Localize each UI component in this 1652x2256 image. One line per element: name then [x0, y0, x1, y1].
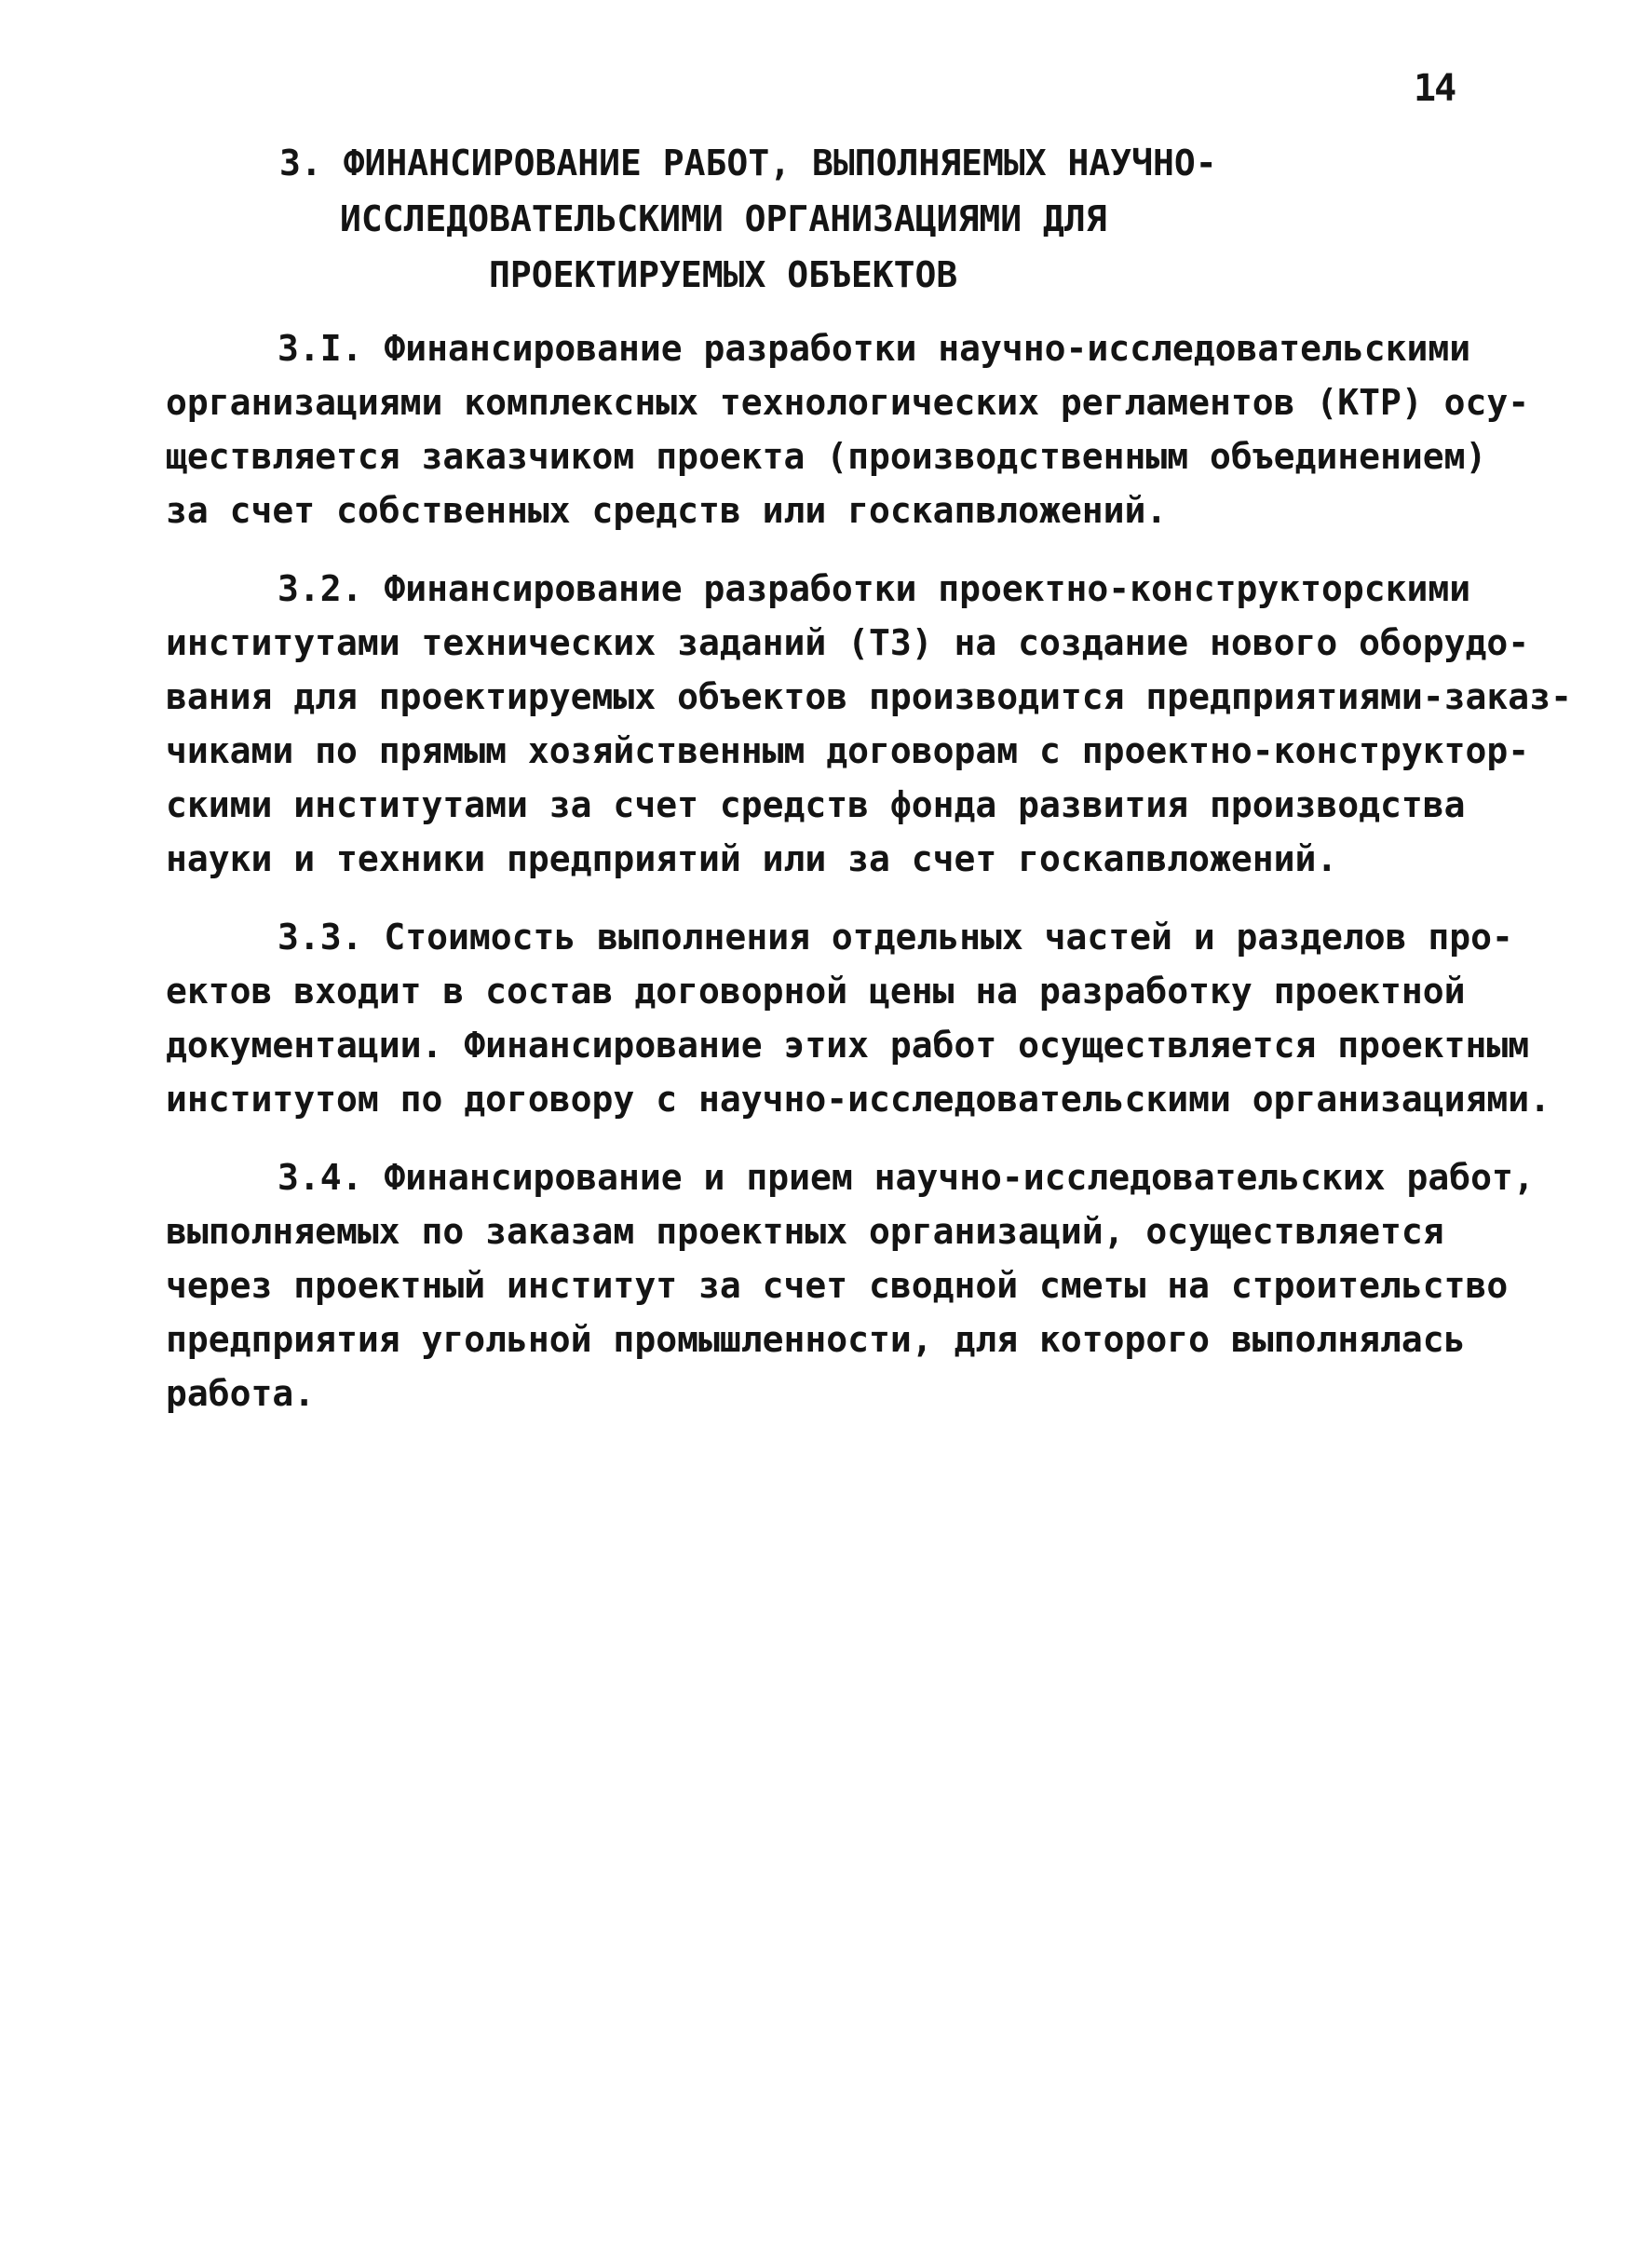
paragraph-line: ектов входит в состав договорной цены на разработку проектной — [166, 971, 1466, 1012]
paragraph-line: выполняемых по заказам проектных организаций, осуществляется — [166, 1211, 1444, 1252]
paragraph-line: 3.4. Финансирование и прием научно-исследовательских работ, — [278, 1157, 1535, 1198]
paragraph-line: 3.2. Финансирование разработки проектно-конструкторскими — [278, 568, 1471, 609]
page-number: 14 — [1414, 67, 1456, 110]
heading-line: ИССЛЕДОВАТЕЛЬСКИМИ ОРГАНИЗАЦИЯМИ ДЛЯ — [340, 198, 1107, 239]
paragraph-line: организациями комплексных технологических регламентов (КТР) осу- — [166, 382, 1530, 423]
paragraph-line: скими институтами за счет средств фонда развития производства — [166, 784, 1466, 825]
paragraph-line: работа. — [166, 1373, 316, 1414]
paragraph-line: ществляется заказчиком проекта (производственным объединением) — [166, 436, 1487, 477]
paragraph-3-3 — [166, 910, 1551, 1126]
paragraph-line: через проектный институт за счет сводной сметы на строительство — [166, 1265, 1509, 1306]
paragraph-line: за счет собственных средств или госкапвложений. — [166, 490, 1168, 531]
paragraph-line: 3.3. Стоимость выполнения отдельных частей и разделов про- — [278, 917, 1513, 958]
paragraph-line: науки и техники предприятий или за счет госкапвложений. — [166, 838, 1338, 879]
paragraph-line: 3.I. Финансирование разработки научно-исследовательскими — [278, 328, 1471, 369]
heading-line: 3. ФИНАНСИРОВАНИЕ РАБОТ, ВЫПОЛНЯЕМЫХ НАУЧНО- — [279, 143, 1217, 183]
paragraph-3-2 — [166, 562, 1572, 886]
paragraph-line: вания для проектируемых объектов производится предприятиями-заказ- — [166, 676, 1572, 717]
section-heading — [279, 135, 1304, 303]
paragraph-line: документации. Финансирование этих работ осуществляется проектным — [166, 1025, 1530, 1066]
paragraph-3-4 — [166, 1150, 1535, 1420]
paragraph-3-1 — [166, 321, 1535, 537]
heading-line: ПРОЕКТИРУЕМЫХ ОБЪЕКТОВ — [489, 254, 958, 295]
body-text — [166, 321, 1572, 1445]
paragraph-line: чиками по прямым хозяйственным договорам с проектно-конструктор- — [166, 730, 1530, 771]
paragraph-line: предприятия угольной промышленности, для которого выполнялась — [166, 1319, 1466, 1360]
paragraph-line: институтами технических заданий (ТЗ) на создание нового оборудо- — [166, 622, 1530, 663]
paragraph-line: институтом по договору с научно-исследовательскими организациями. — [166, 1079, 1551, 1120]
